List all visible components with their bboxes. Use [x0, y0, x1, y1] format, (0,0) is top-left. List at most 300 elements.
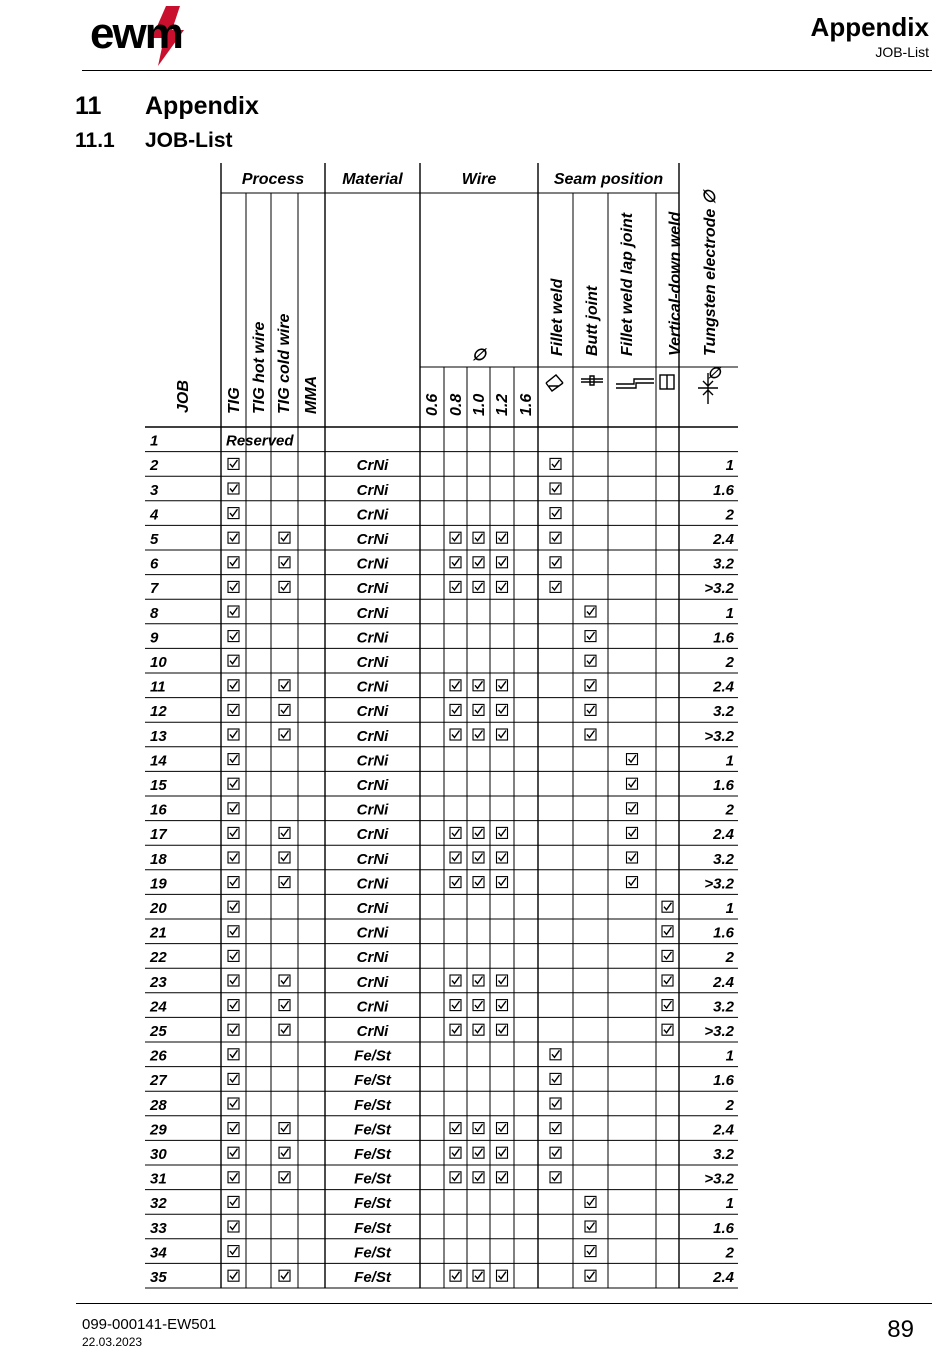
- checkbox-checked: [550, 1147, 561, 1158]
- checkbox-checked: [450, 680, 461, 691]
- wire-diameter-symbol: ∅: [472, 347, 486, 364]
- tungsten-value: 1: [725, 1047, 734, 1065]
- job-number: 8: [150, 604, 159, 622]
- job-number: 15: [150, 777, 167, 794]
- tungsten-value: 1.6: [713, 1072, 734, 1090]
- tungsten-value: 2.4: [713, 973, 734, 991]
- checkbox-checked: [585, 606, 596, 617]
- check-mark-icon: [475, 1001, 483, 1008]
- check-mark-icon: [629, 854, 637, 861]
- tungsten-value: 1: [725, 457, 734, 475]
- checkbox-checked: [279, 680, 290, 691]
- check-mark-icon: [629, 780, 637, 787]
- subsection-title: JOB-List: [145, 129, 233, 152]
- checkbox-checked: [228, 1024, 239, 1035]
- document-date: 22.03.2023: [82, 1335, 143, 1349]
- checkbox-checked: [228, 508, 239, 519]
- checkbox-checked: [228, 901, 239, 912]
- tungsten-value: >3.2: [704, 1170, 734, 1188]
- check-mark-icon: [587, 1272, 595, 1279]
- check-mark-icon: [475, 1173, 483, 1180]
- check-mark-icon: [552, 1050, 560, 1057]
- checkbox-checked: [450, 1000, 461, 1011]
- material-value: CrNi: [356, 654, 389, 671]
- check-mark-icon: [230, 485, 238, 492]
- check-mark-icon: [475, 977, 483, 984]
- col-process-3: MMA: [303, 375, 320, 414]
- checkbox-checked: [279, 852, 290, 863]
- tungsten-value: 2: [725, 801, 734, 819]
- section-number: 11: [75, 92, 102, 120]
- checkbox-checked: [228, 1246, 239, 1257]
- check-mark-icon: [230, 854, 238, 861]
- checkbox-checked: [450, 852, 461, 863]
- check-mark-icon: [230, 460, 238, 467]
- col-seam-3: Vertical-down weld: [667, 211, 684, 356]
- tungsten-value: 3.2: [713, 998, 734, 1016]
- check-mark-icon: [587, 706, 595, 713]
- check-mark-icon: [475, 681, 483, 688]
- checkbox-checked: [550, 458, 561, 469]
- checkbox-checked: [450, 827, 461, 838]
- material-value: CrNi: [356, 949, 389, 967]
- checkbox-checked: [279, 1172, 290, 1183]
- check-mark-icon: [230, 1247, 238, 1254]
- checkbox-checked: [585, 729, 596, 740]
- check-mark-icon: [552, 509, 560, 516]
- material-value: Fe/St: [354, 1146, 391, 1163]
- checkbox-checked: [279, 877, 290, 888]
- check-mark-icon: [475, 706, 483, 713]
- checkbox-checked: [228, 1147, 239, 1158]
- check-mark-icon: [552, 1149, 560, 1156]
- job-number: 29: [150, 1121, 167, 1139]
- checkbox-checked: [228, 975, 239, 986]
- check-mark-icon: [587, 681, 595, 688]
- tungsten-value: >3.2: [704, 875, 734, 893]
- reserved-label: Reserved: [226, 432, 294, 450]
- tungsten-value: 2.4: [713, 826, 734, 844]
- job-number: 16: [150, 801, 167, 819]
- job-number: 33: [150, 1219, 167, 1237]
- checkbox-checked: [585, 1270, 596, 1281]
- tungsten-value: 1.6: [713, 924, 734, 942]
- checkbox-checked: [627, 877, 638, 888]
- check-mark-icon: [230, 804, 238, 811]
- job-number: 4: [150, 506, 159, 524]
- header-subtitle: JOB-List: [875, 44, 929, 60]
- job-number: 10: [150, 654, 167, 671]
- checkbox-checked: [550, 483, 561, 494]
- checkbox-checked: [497, 1000, 508, 1011]
- checkbox-checked: [473, 877, 484, 888]
- tungsten-value: 1.6: [713, 629, 734, 647]
- tungsten-value: 2: [725, 949, 734, 967]
- material-value: CrNi: [356, 703, 389, 721]
- check-mark-icon: [452, 829, 460, 836]
- check-mark-icon: [281, 534, 289, 541]
- checkbox-checked: [228, 1221, 239, 1232]
- check-mark-icon: [499, 1124, 507, 1131]
- checkbox-checked: [550, 532, 561, 543]
- tungsten-value: 1.6: [713, 777, 734, 794]
- checkbox-checked: [279, 557, 290, 568]
- checkbox-checked: [497, 581, 508, 592]
- checkbox-checked: [279, 581, 290, 592]
- section-heading: [75, 92, 259, 121]
- checkbox-checked: [228, 1049, 239, 1060]
- check-mark-icon: [499, 1272, 507, 1279]
- page-number: 89: [887, 1316, 914, 1343]
- check-mark-icon: [552, 583, 560, 590]
- check-mark-icon: [281, 1173, 289, 1180]
- checkbox-checked: [473, 1172, 484, 1183]
- col-job: JOB: [175, 380, 192, 413]
- col-seam-0: Fillet weld: [549, 278, 566, 356]
- check-mark-icon: [499, 534, 507, 541]
- check-mark-icon: [281, 829, 289, 836]
- tungsten-value: >3.2: [704, 580, 734, 598]
- tungsten-value: 1: [725, 1195, 734, 1213]
- checkbox-checked: [585, 1196, 596, 1207]
- check-mark-icon: [452, 1124, 460, 1131]
- checkbox-checked: [585, 1221, 596, 1232]
- check-mark-icon: [452, 878, 460, 885]
- checkbox-checked: [279, 1147, 290, 1158]
- check-mark-icon: [230, 829, 238, 836]
- job-number: 32: [150, 1195, 167, 1213]
- checkbox-checked: [228, 680, 239, 691]
- checkbox-checked: [473, 1147, 484, 1158]
- checkbox-checked: [550, 557, 561, 568]
- checkbox-checked: [662, 1024, 673, 1035]
- check-mark-icon: [664, 927, 672, 934]
- check-mark-icon: [452, 583, 460, 590]
- checkbox-checked: [450, 975, 461, 986]
- checkbox-checked: [585, 680, 596, 691]
- checkbox-checked: [497, 852, 508, 863]
- check-mark-icon: [587, 731, 595, 738]
- checkbox-checked: [662, 901, 673, 912]
- check-mark-icon: [499, 731, 507, 738]
- checkbox-checked: [228, 557, 239, 568]
- job-number: 17: [150, 826, 167, 844]
- check-mark-icon: [281, 681, 289, 688]
- checkbox-checked: [450, 581, 461, 592]
- col-wire-3: 1.2: [494, 393, 511, 416]
- check-mark-icon: [475, 1272, 483, 1279]
- check-mark-icon: [230, 681, 238, 688]
- checkbox-checked: [228, 483, 239, 494]
- check-mark-icon: [475, 854, 483, 861]
- checkbox-checked: [228, 754, 239, 765]
- checkbox-checked: [228, 827, 239, 838]
- material-value: CrNi: [356, 801, 389, 819]
- material-value: CrNi: [356, 1023, 389, 1040]
- material-value: CrNi: [356, 457, 389, 475]
- check-mark-icon: [281, 977, 289, 984]
- check-mark-icon: [281, 854, 289, 861]
- check-mark-icon: [499, 854, 507, 861]
- material-value: CrNi: [356, 850, 389, 868]
- checkbox-checked: [627, 827, 638, 838]
- lap-joint-icon: [616, 379, 654, 388]
- check-mark-icon: [664, 977, 672, 984]
- checkbox-checked: [550, 1172, 561, 1183]
- check-mark-icon: [230, 731, 238, 738]
- tungsten-value: 3.2: [713, 703, 734, 721]
- check-mark-icon: [230, 1149, 238, 1156]
- material-value: Fe/St: [354, 1269, 391, 1286]
- checkbox-checked: [550, 1049, 561, 1060]
- check-mark-icon: [629, 878, 637, 885]
- checkbox-checked: [627, 778, 638, 789]
- checkbox-checked: [228, 852, 239, 863]
- checkbox-checked: [279, 1024, 290, 1035]
- checkbox-checked: [228, 1098, 239, 1109]
- job-number: 3: [150, 481, 159, 499]
- checkbox-checked: [550, 1073, 561, 1084]
- material-value: Fe/St: [354, 1195, 391, 1213]
- checkbox-checked: [450, 729, 461, 740]
- job-number: 9: [150, 629, 159, 647]
- check-mark-icon: [452, 854, 460, 861]
- job-number: 20: [150, 900, 167, 917]
- checkbox-checked: [228, 1000, 239, 1011]
- check-mark-icon: [499, 681, 507, 688]
- check-mark-icon: [230, 632, 238, 639]
- check-mark-icon: [281, 706, 289, 713]
- check-mark-icon: [629, 755, 637, 762]
- check-mark-icon: [230, 1173, 238, 1180]
- checkbox-checked: [473, 1270, 484, 1281]
- col-wire-0: 0.6: [424, 393, 441, 416]
- check-mark-icon: [281, 1026, 289, 1033]
- checkbox-checked: [627, 754, 638, 765]
- checkbox-checked: [450, 1024, 461, 1035]
- checkbox-checked: [228, 532, 239, 543]
- checkbox-checked: [279, 729, 290, 740]
- checkbox-checked: [228, 458, 239, 469]
- check-mark-icon: [499, 829, 507, 836]
- group-process: Process: [241, 171, 305, 188]
- material-value: Fe/St: [354, 1072, 391, 1090]
- checkbox-checked: [450, 877, 461, 888]
- checkbox-checked: [662, 1000, 673, 1011]
- check-mark-icon: [664, 1026, 672, 1033]
- checkbox-checked: [627, 852, 638, 863]
- checkbox-checked: [450, 557, 461, 568]
- material-value: CrNi: [356, 531, 389, 548]
- material-value: CrNi: [356, 973, 389, 991]
- check-mark-icon: [230, 534, 238, 541]
- check-mark-icon: [281, 1272, 289, 1279]
- tungsten-value: 1: [725, 900, 734, 917]
- checkbox-checked: [279, 827, 290, 838]
- check-mark-icon: [499, 583, 507, 590]
- tungsten-value: 2: [725, 654, 734, 671]
- checkbox-checked: [473, 1000, 484, 1011]
- check-mark-icon: [281, 731, 289, 738]
- check-mark-icon: [629, 829, 637, 836]
- checkbox-checked: [228, 1270, 239, 1281]
- checkbox-checked: [279, 532, 290, 543]
- check-mark-icon: [230, 1223, 238, 1230]
- check-mark-icon: [230, 1124, 238, 1131]
- check-mark-icon: [230, 903, 238, 910]
- check-mark-icon: [452, 558, 460, 565]
- check-mark-icon: [230, 1272, 238, 1279]
- checkbox-checked: [550, 508, 561, 519]
- checkbox-checked: [228, 655, 239, 666]
- checkbox-checked: [662, 950, 673, 961]
- job-number: 31: [150, 1170, 167, 1188]
- tungsten-value: 2: [725, 1096, 734, 1114]
- material-value: CrNi: [356, 752, 389, 770]
- checkbox-checked: [627, 803, 638, 814]
- checkbox-checked: [473, 532, 484, 543]
- check-mark-icon: [552, 558, 560, 565]
- checkbox-checked: [450, 1147, 461, 1158]
- check-mark-icon: [452, 706, 460, 713]
- material-value: CrNi: [356, 629, 389, 647]
- fillet-weld-icon: [546, 375, 563, 391]
- checkbox-checked: [279, 1000, 290, 1011]
- checkbox-checked: [585, 655, 596, 666]
- material-value: CrNi: [356, 875, 389, 893]
- check-mark-icon: [230, 952, 238, 959]
- job-number: 2: [150, 457, 159, 475]
- logo-text: ewm: [90, 9, 182, 58]
- check-mark-icon: [499, 1026, 507, 1033]
- check-mark-icon: [475, 558, 483, 565]
- material-value: Fe/St: [354, 1170, 391, 1188]
- check-mark-icon: [475, 1124, 483, 1131]
- check-mark-icon: [475, 1026, 483, 1033]
- checkbox-checked: [550, 1098, 561, 1109]
- butt-joint-icon: [581, 376, 603, 385]
- check-mark-icon: [499, 1001, 507, 1008]
- checkbox-checked: [228, 631, 239, 642]
- checkbox-checked: [228, 1172, 239, 1183]
- tungsten-value: 2: [725, 1244, 734, 1262]
- job-number: 34: [150, 1244, 167, 1262]
- checkbox-checked: [497, 1147, 508, 1158]
- check-mark-icon: [475, 878, 483, 885]
- checkbox-checked: [585, 704, 596, 715]
- col-wire-2: 1.0: [471, 393, 488, 416]
- check-mark-icon: [499, 1149, 507, 1156]
- check-mark-icon: [552, 485, 560, 492]
- material-value: Fe/St: [354, 1219, 391, 1237]
- job-number: 22: [150, 949, 167, 967]
- tungsten-value: 3.2: [713, 850, 734, 868]
- checkbox-checked: [450, 1172, 461, 1183]
- material-value: CrNi: [356, 678, 389, 696]
- check-mark-icon: [281, 1124, 289, 1131]
- check-mark-icon: [230, 1198, 238, 1205]
- checkbox-checked: [473, 729, 484, 740]
- checkbox-checked: [450, 1123, 461, 1134]
- check-mark-icon: [230, 1100, 238, 1107]
- tungsten-value: >3.2: [704, 1023, 734, 1040]
- checkbox-checked: [450, 704, 461, 715]
- checkbox-checked: [228, 926, 239, 937]
- material-value: Fe/St: [354, 1096, 391, 1114]
- checkbox-checked: [473, 680, 484, 691]
- check-mark-icon: [475, 829, 483, 836]
- check-mark-icon: [664, 903, 672, 910]
- check-mark-icon: [452, 1001, 460, 1008]
- check-mark-icon: [452, 731, 460, 738]
- check-mark-icon: [499, 706, 507, 713]
- job-number: 5: [150, 531, 159, 548]
- checkbox-checked: [228, 778, 239, 789]
- material-value: CrNi: [356, 826, 389, 844]
- material-value: CrNi: [356, 506, 389, 524]
- job-number: 7: [150, 580, 159, 598]
- header-divider: [82, 70, 932, 71]
- col-process-0: TIG: [226, 387, 243, 414]
- col-process-1: TIG hot wire: [251, 321, 268, 414]
- check-mark-icon: [499, 977, 507, 984]
- job-number: 12: [150, 703, 167, 721]
- col-wire-4: 1.6: [518, 393, 535, 416]
- material-value: Fe/St: [354, 1047, 391, 1065]
- check-mark-icon: [452, 1149, 460, 1156]
- check-mark-icon: [230, 509, 238, 516]
- checkbox-checked: [450, 532, 461, 543]
- job-number: 30: [150, 1146, 167, 1163]
- subsection-heading: [75, 129, 233, 153]
- check-mark-icon: [230, 558, 238, 565]
- section-title: Appendix: [145, 92, 259, 120]
- col-process-2: TIG cold wire: [276, 313, 293, 414]
- job-number: 1: [150, 432, 159, 450]
- checkbox-checked: [497, 1024, 508, 1035]
- checkbox-checked: [473, 827, 484, 838]
- check-mark-icon: [475, 731, 483, 738]
- job-number: 25: [150, 1023, 167, 1040]
- tungsten-value: 3.2: [713, 1146, 734, 1163]
- checkbox-checked: [473, 704, 484, 715]
- checkbox-checked: [450, 1270, 461, 1281]
- check-mark-icon: [230, 1050, 238, 1057]
- check-mark-icon: [499, 558, 507, 565]
- check-mark-icon: [281, 878, 289, 885]
- check-mark-icon: [281, 1001, 289, 1008]
- checkbox-checked: [473, 852, 484, 863]
- material-value: Fe/St: [354, 1121, 391, 1139]
- job-number: 28: [150, 1096, 167, 1114]
- check-mark-icon: [281, 583, 289, 590]
- job-number: 23: [150, 973, 167, 991]
- group-material: Material: [342, 171, 403, 188]
- job-number: 18: [150, 850, 167, 868]
- job-number: 14: [150, 752, 167, 770]
- checkbox-checked: [662, 975, 673, 986]
- material-value: CrNi: [356, 580, 389, 598]
- checkbox-checked: [550, 581, 561, 592]
- check-mark-icon: [552, 1173, 560, 1180]
- group-seam-position: Seam position: [553, 171, 664, 188]
- check-mark-icon: [230, 1001, 238, 1008]
- material-value: CrNi: [356, 604, 389, 622]
- col-tungsten: Tungsten electrode ∅: [702, 190, 719, 356]
- job-number: 24: [150, 998, 167, 1016]
- tungsten-electrode-icon: [698, 373, 718, 404]
- checkbox-checked: [228, 729, 239, 740]
